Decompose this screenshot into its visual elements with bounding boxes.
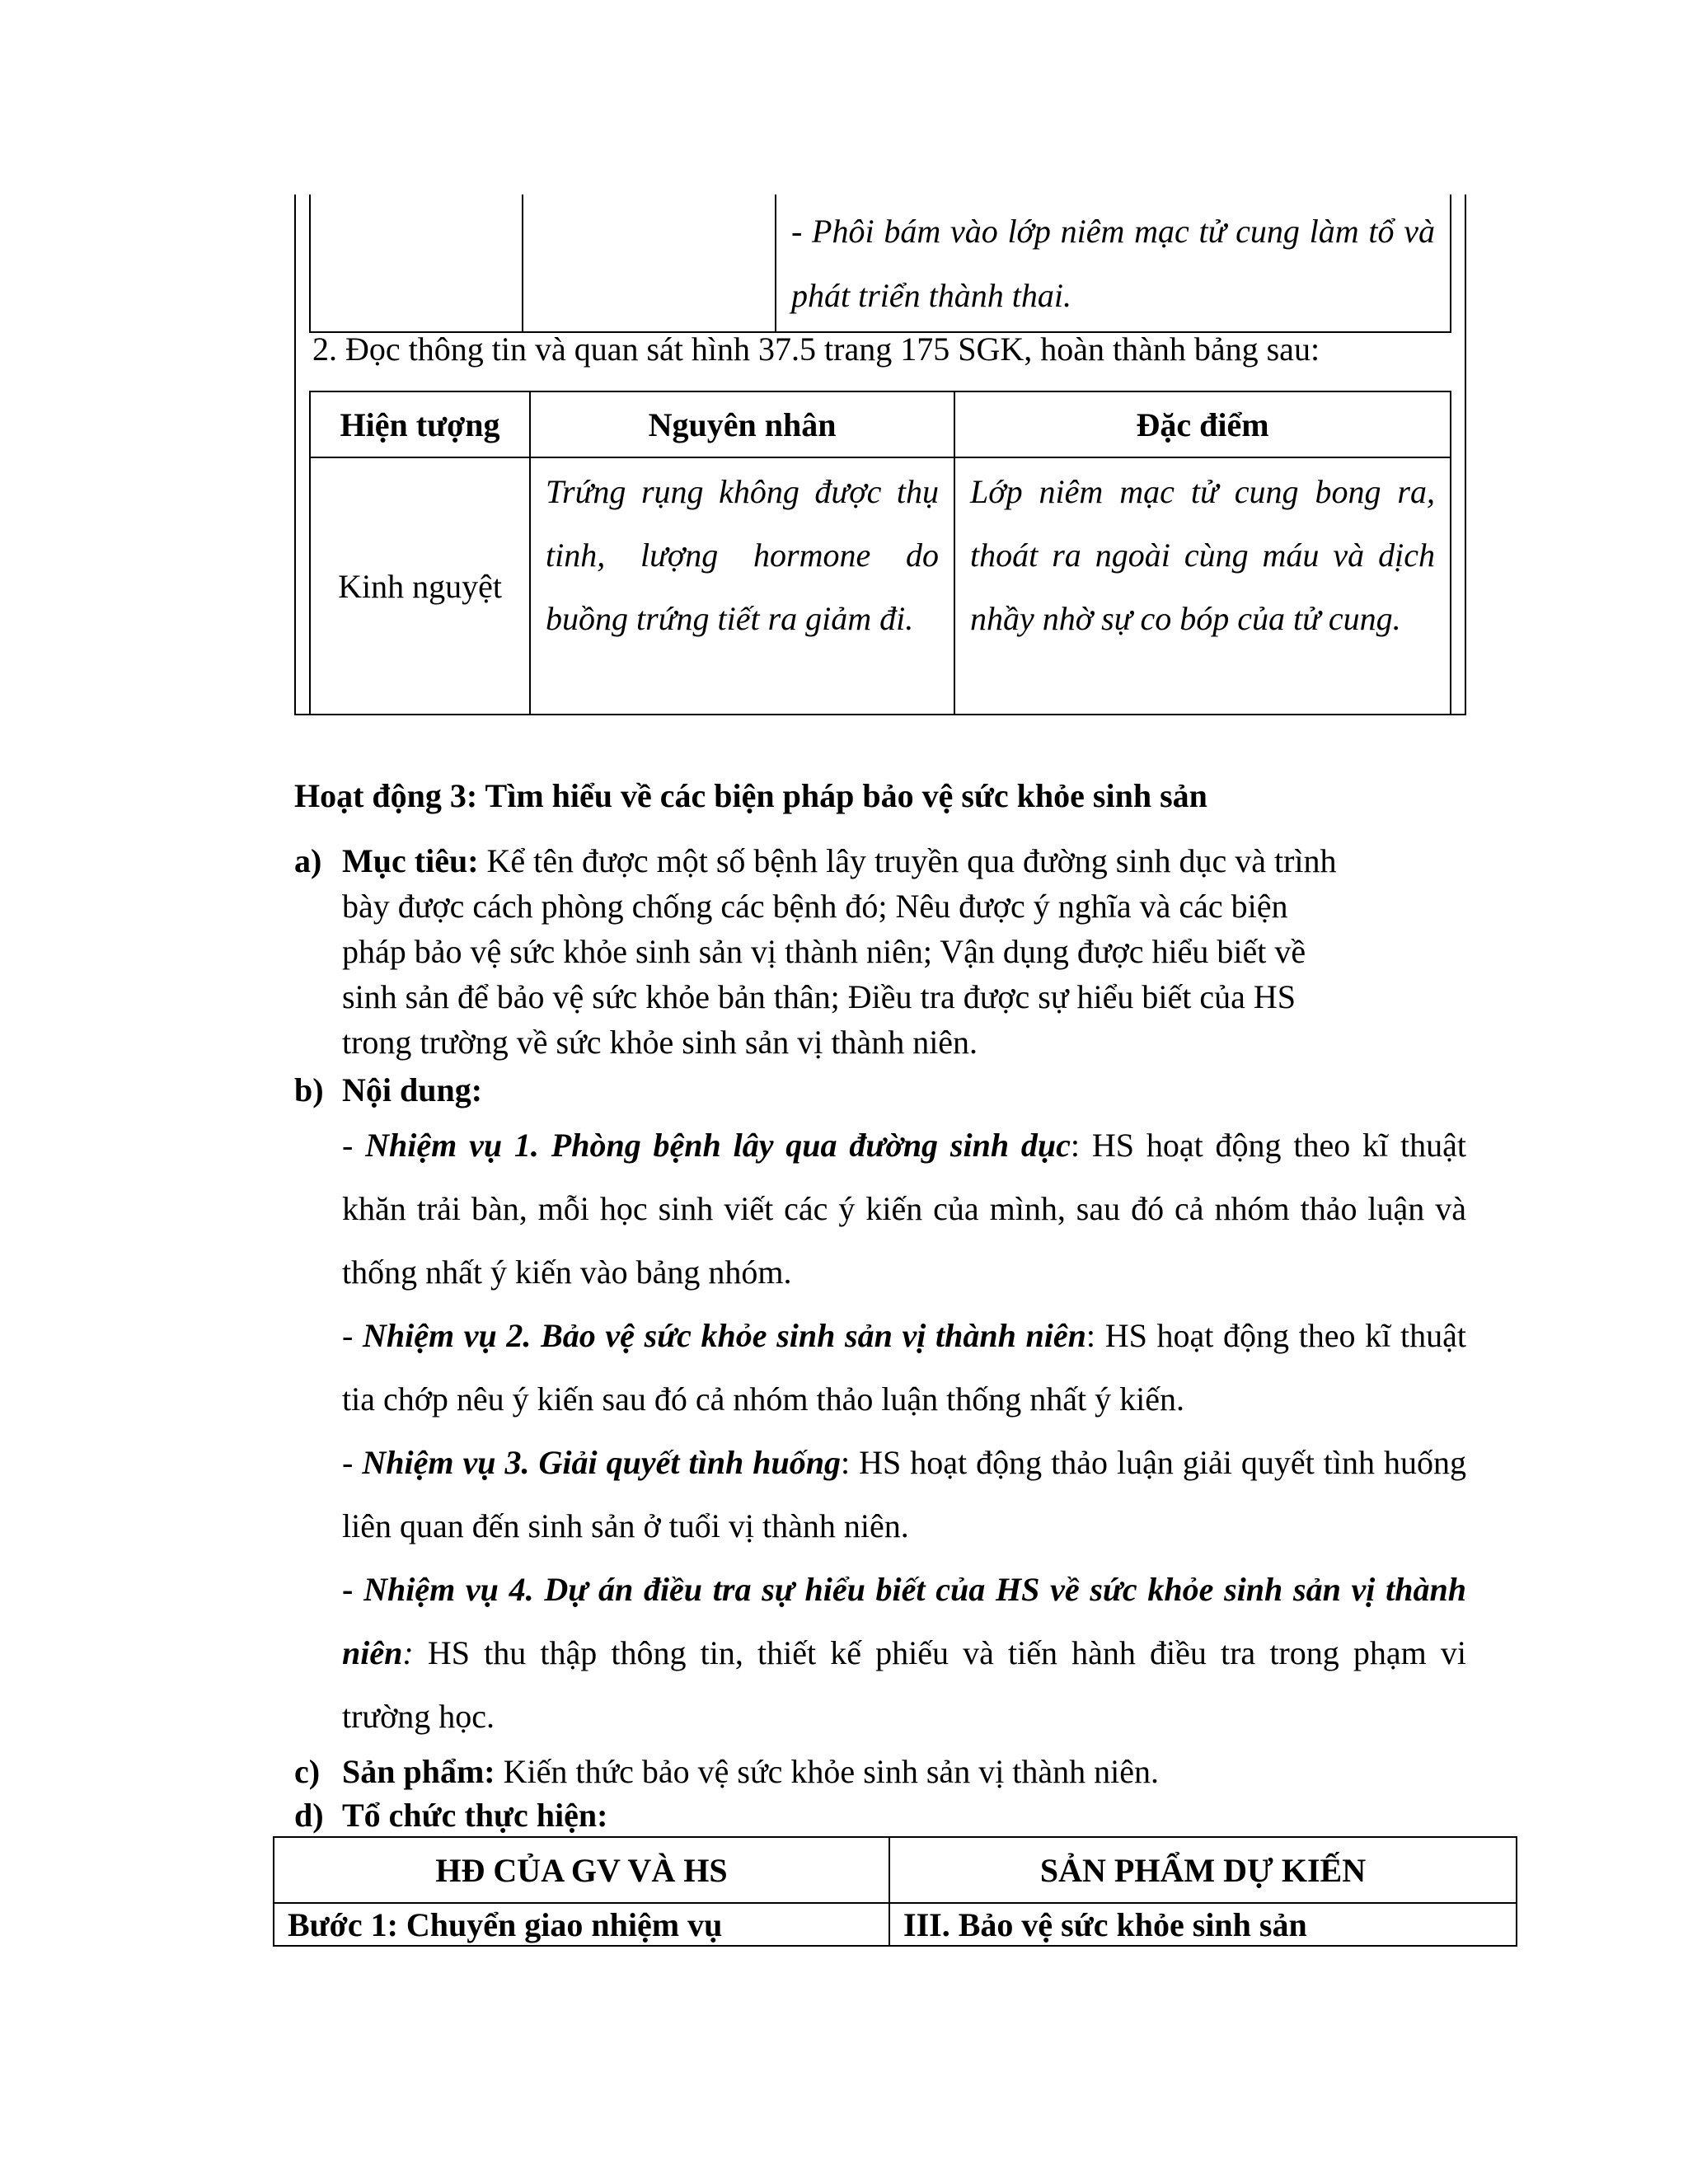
objectives-text [342,838,1473,1065]
objectives-line: bày được cách phòng chống các bệnh đó; Nêu được ý nghĩa và các biện [342,888,1288,925]
task-4: - Nhiệm vụ 4. Dự án điều tra sự hiểu biết của HS về sức khỏe sinh sản vị thành niên: HS thu thập thông tin, thiết kế phiếu và tiến hành điều tra trong phạm vi trường học. [342,1571,1467,1735]
list-marker-d: d) [294,1797,324,1834]
instruction-2: 2. Đọc thông tin và quan sát hình 37.5 trang 175 SGK, hoàn thành bảng sau: [312,330,1320,368]
task-2-title: Nhiệm vụ 2. Bảo vệ sức khỏe sinh sản vị thành niên [362,1317,1086,1354]
table-row [310,194,1451,332]
task-2-text: HS hoạt động theo kĩ thuật tia chớp nêu ý kiến sau đó cả nhóm thảo luận thống nhất ý kiến. [342,1317,1466,1418]
empty-cell [523,194,776,332]
step-1-cell: Bước 1: Chuyển giao nhiệm vụ [274,1903,889,1946]
list-marker-b: b) [294,1071,324,1108]
task-3-text: HS hoạt động thảo luận giải quyết tình huống liên quan đến sinh sản ở tuổi vị thành niên. [342,1444,1466,1544]
task-3-title: Nhiệm vụ 3. Giải quyết tình huống [362,1444,841,1481]
task-2: - Nhiệm vụ 2. Bảo vệ sức khỏe sinh sản vị thành niên: HS hoạt động theo kĩ thuật tia chớp nêu ý kiến sau đó cả nhóm thảo luận thống nhất ý kiến. [342,1317,1466,1418]
header-cause: Nguyên nhân [530,391,954,457]
objectives-line: Kể tên được một số bệnh lây truyền qua đường sinh dục và trình [486,842,1337,879]
objectives-heading: Mục tiêu: [342,842,479,879]
task-1-text: HS hoạt động theo kĩ thuật khăn trải bàn, mỗi học sinh viết các ý kiến của mình, sau đó cả nhóm thảo luận và thống nhất ý kiến vào bảng nhóm. [342,1127,1466,1291]
task-1-title: Nhiệm vụ 1. Phòng bệnh lây qua đường sinh dục [365,1127,1071,1164]
table-row [274,1903,1517,1946]
activity-title: Hoạt động 3: Tìm hiểu về các biện pháp bảo vệ sức khỏe sinh sản [294,777,1207,814]
objectives-line: sinh sản để bảo vệ sức khỏe bản thân; Điều tra được sự hiểu biết của HS [342,978,1296,1015]
menstruation-table [309,391,1451,715]
list-marker-a: a) [294,842,322,879]
cause-cell: Trứng rụng không được thụ tinh, lượng hormone do buồng trứng tiết ra giảm đi. [530,457,954,715]
empty-cell [310,194,523,332]
embryo-note-cell: - Phôi bám vào lớp niêm mạc tử cung làm tổ và phát triển thành thai. [776,194,1451,332]
header-expected-products: SẢN PHẨM DỰ KIẾN [889,1837,1517,1903]
list-marker-c: c) [294,1753,321,1790]
task-4-text: HS thu thập thông tin, thiết kế phiếu và tiến hành điều tra trong phạm vi trường học. [342,1634,1467,1735]
objectives-line: trong trường về sức khỏe sinh sản vị thành niên. [342,1024,978,1061]
phenomenon-cell: Kinh nguyệt [310,457,530,715]
organization-heading: Tổ chức thực hiện: [342,1797,608,1834]
task-1: - Nhiệm vụ 1. Phòng bệnh lây qua đường sinh dục: HS hoạt động theo kĩ thuật khăn trải bàn, mỗi học sinh viết các ý kiến của mình, sau đó cả nhóm thảo luận và thống nhất ý kiến vào bảng nhóm. [342,1127,1466,1291]
header-feature: Đặc điểm [954,391,1451,457]
table-header-row [310,391,1451,457]
objectives-line: pháp bảo vệ sức khỏe sinh sản vị thành niên; Vận dụng được hiểu biết về [342,933,1306,970]
table-header-row [274,1837,1517,1903]
protection-cell: III. Bảo vệ sức khỏe sinh sản [889,1903,1517,1946]
task-4-title: Nhiệm vụ 4. Dự án điều tra sự hiểu biết của HS về sức khỏe sinh sản vị thành niên [342,1571,1466,1671]
product-text: Kiến thức bảo vệ sức khỏe sinh sản vị thành niên. [503,1753,1160,1790]
header-activities: HĐ CỦA GV VÀ HS [274,1837,889,1903]
content-heading: Nội dung: [342,1071,483,1108]
header-phenomenon: Hiện tượng [310,391,530,457]
product-heading: Sản phẩm: [342,1753,495,1790]
continuation-table [309,194,1451,333]
task-3: - Nhiệm vụ 3. Giải quyết tình huống: HS hoạt động thảo luận giải quyết tình huống liên quan đến sinh sản ở tuổi vị thành niên. [342,1444,1466,1544]
implementation-table [273,1836,1517,1947]
feature-cell: Lớp niêm mạc tử cung bong ra, thoát ra ngoài cùng máu và dịch nhầy nhờ sự co bóp của tử cung. [954,457,1451,715]
table-row [310,457,1451,715]
